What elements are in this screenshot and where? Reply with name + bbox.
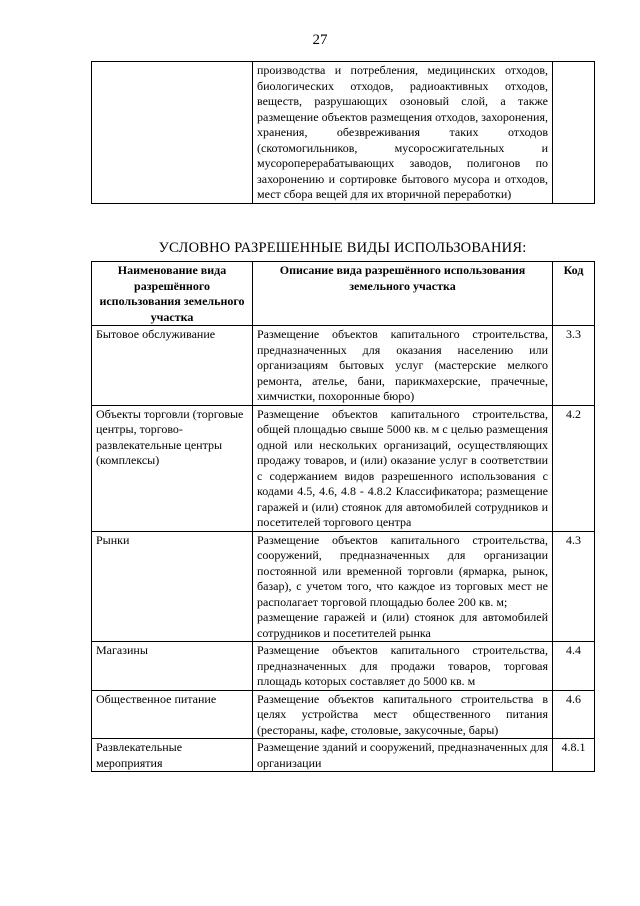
row-code: 4.4	[553, 642, 595, 691]
header-name: Наименование вида разрешённого использования земельного участка	[92, 262, 253, 326]
row-description: Размещение объектов капитального строительства, предназначенных для продажи товаров, торговая площадь которых составляет до 5000 кв. м	[253, 642, 553, 691]
table-row	[92, 531, 595, 642]
row-name: Общественное питание	[92, 690, 253, 739]
row-code: 3.3	[553, 326, 595, 406]
row-description-part: Размещение объектов капитального строительства, сооружений, предназначенных для организации постоянной или временной торговли (ярмарка, рынок, базар), с учетом того, что каждое из торговых мест не располагает торговой площадью более 200 кв. м;	[257, 532, 548, 609]
table-row	[92, 62, 595, 204]
table-row	[92, 326, 595, 406]
description-cell: производства и потребления, медицинских отходов, биологических отходов, радиоактивных отходов, веществ, разрушающих озоновый слой, а также размещение объектов размещения отходов, захоронения, хранения, обезвреживания таких отходов (скотомогильников, мусоросжигательных и мусороперерабатывающих заводов, полигонов по захоронению и сортировке бытового мусора и отходов, мест сбора вещей для их вторичной переработки)	[253, 62, 553, 204]
row-name: Магазины	[92, 642, 253, 691]
row-name: Развлекательные мероприятия	[92, 739, 253, 772]
row-name: Объекты торговли (торговые центры, торгово-развлекательные центры (комплексы)	[92, 405, 253, 531]
table-header-row	[92, 262, 595, 326]
continuation-table	[91, 61, 595, 204]
row-code: 4.6	[553, 690, 595, 739]
header-description: Описание вида разрешённого использования земельного участка	[253, 262, 553, 326]
row-code: 4.8.1	[553, 739, 595, 772]
permitted-uses-table	[91, 261, 595, 772]
row-description-part: размещение гаражей и (или) стоянок для автомобилей сотрудников и посетителей рынка	[257, 610, 548, 640]
row-description: Размещение зданий и сооружений, предназначенных для организации	[253, 739, 553, 772]
page-number: 27	[312, 32, 328, 48]
row-code: 4.3	[553, 531, 595, 642]
row-code: 4.2	[553, 405, 595, 531]
name-cell	[92, 62, 253, 204]
row-description: Размещение объектов капитального строительства в целях устройства мест общественного питания (рестораны, кафе, столовые, закусочные, бары)	[253, 690, 553, 739]
row-name: Рынки	[92, 531, 253, 642]
row-description: Размещение объектов капитального строительства, общей площадью свыше 5000 кв. м с целью размещения одной или нескольких организаций, осуществляющих продажу товаров, и (или) оказание услуг в соответствии с содержанием видов разрешенного использования с кодами 4.5, 4.6, 4.8 - 4.8.2 Классификатора; размещение гаражей и (или) стоянок для автомобилей сотрудников и посетителей торгового центра	[253, 405, 553, 531]
table-row	[92, 642, 595, 691]
row-description	[253, 531, 553, 642]
row-name: Бытовое обслуживание	[92, 326, 253, 406]
table-row	[92, 405, 595, 531]
row-description: Размещение объектов капитального строительства, предназначенных для оказания населению или организациям бытовых услуг (мастерские мелкого ремонта, ателье, бани, парикмахерские, прачечные, химчистки, похоронные бюро)	[253, 326, 553, 406]
header-code: Код	[553, 262, 595, 326]
table-row	[92, 739, 595, 772]
section-title: УСЛОВНО РАЗРЕШЕННЫЕ ВИДЫ ИСПОЛЬЗОВАНИЯ:	[158, 240, 527, 256]
code-cell	[553, 62, 595, 204]
table-row	[92, 690, 595, 739]
